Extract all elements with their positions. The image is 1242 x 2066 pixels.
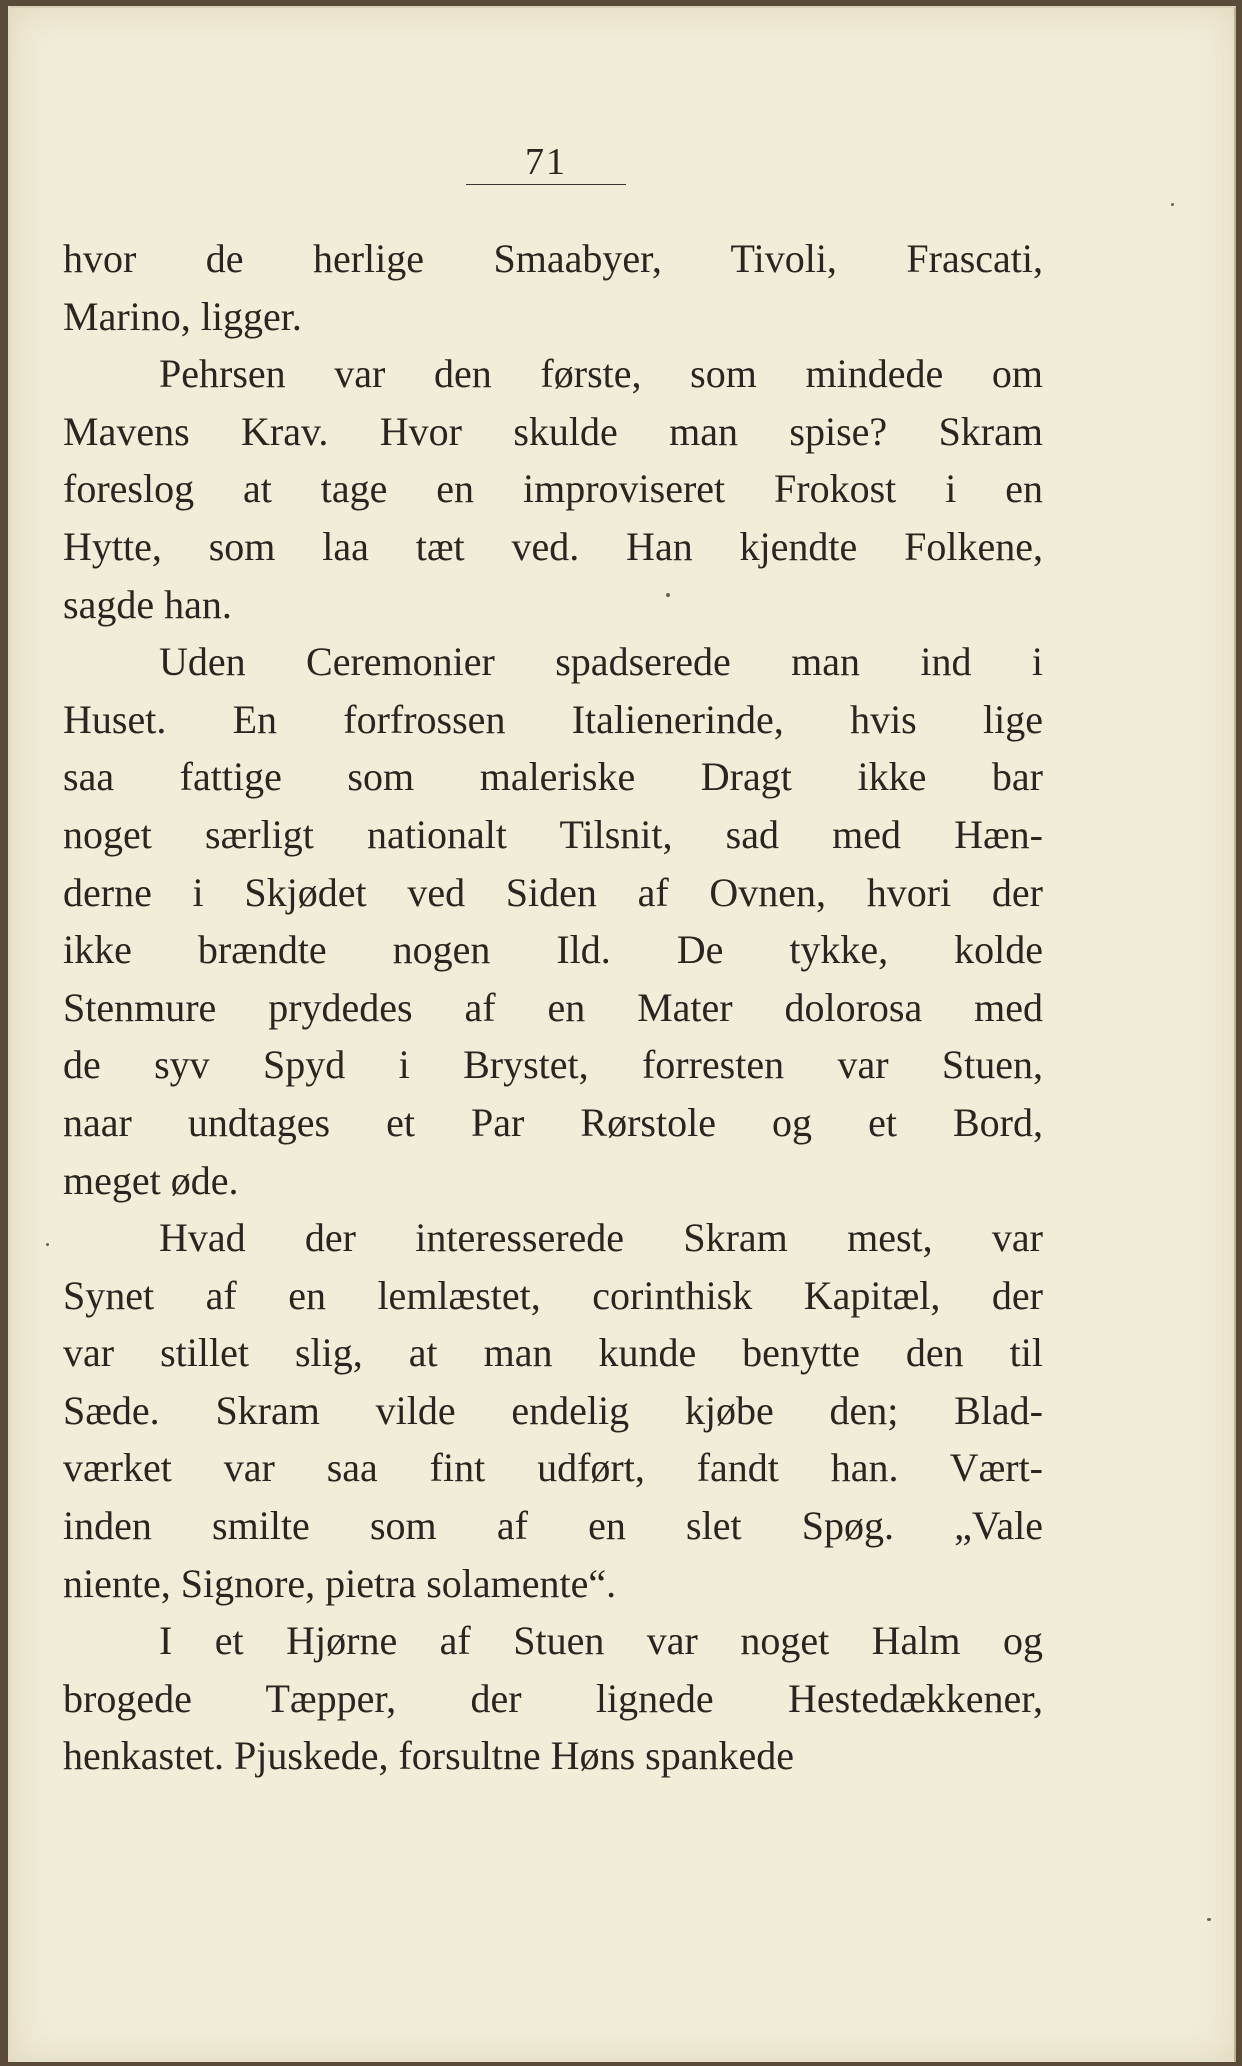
text-line: I et Hjørne af Stuen var noget Halm og bbox=[159, 1618, 1043, 1664]
text-line: foreslog at tage en improviseret Frokost i en bbox=[63, 466, 1043, 512]
text-line: Hvad der interesserede Skram mest, var bbox=[159, 1215, 1043, 1261]
paragraph bbox=[63, 230, 1043, 345]
page-header bbox=[466, 140, 626, 185]
text-line: var stillet slig, at man kunde benytte den til bbox=[63, 1330, 1043, 1376]
text-line: niente, Signore, pietra solamente“. bbox=[63, 1560, 617, 1606]
text-line: ikke brændte nogen Ild. De tykke, kolde bbox=[63, 927, 1043, 973]
text-line: sagde han. bbox=[63, 581, 232, 627]
text-line: Marino, ligger. bbox=[63, 293, 302, 339]
paragraph bbox=[63, 1209, 1043, 1612]
paper-speck bbox=[1207, 1918, 1211, 1921]
text-line: Huset. En forfrossen Italienerinde, hvis lige bbox=[63, 696, 1043, 742]
paper-speck bbox=[1171, 203, 1174, 206]
text-line: Uden Ceremonier spadserede man ind i bbox=[159, 639, 1043, 685]
paragraph bbox=[63, 345, 1043, 633]
text-line: hvor de herlige Smaabyer, Tivoli, Frascati, bbox=[63, 236, 1043, 281]
book-page bbox=[8, 6, 1236, 2062]
text-line: meget øde. bbox=[63, 1157, 239, 1203]
paragraph bbox=[63, 633, 1043, 1209]
text-line: de syv Spyd i Brystet, forresten var Stuen, bbox=[63, 1042, 1043, 1088]
text-line: saa fattige som maleriske Dragt ikke bar bbox=[63, 754, 1043, 800]
paper-speck bbox=[46, 1243, 49, 1246]
text-line: Stenmure prydedes af en Mater dolorosa med bbox=[63, 984, 1043, 1030]
page-number: 71 bbox=[525, 141, 567, 183]
body-text bbox=[63, 230, 1043, 1785]
text-line: værket var saa fint udført, fandt han. Vært- bbox=[63, 1445, 1043, 1491]
text-line: Sæde. Skram vilde endelig kjøbe den; Blad- bbox=[63, 1387, 1043, 1433]
header-rule bbox=[466, 184, 626, 185]
text-line: henkastet. Pjuskede, forsultne Høns spankede bbox=[63, 1733, 794, 1779]
text-line: Hytte, som laa tæt ved. Han kjendte Folkene, bbox=[63, 523, 1043, 569]
text-line: inden smilte som af en slet Spøg. „Vale bbox=[63, 1503, 1043, 1549]
text-line: derne i Skjødet ved Siden af Ovnen, hvori der bbox=[63, 869, 1043, 915]
paper-speck bbox=[666, 593, 670, 597]
text-line: Pehrsen var den første, som mindede om bbox=[159, 351, 1043, 397]
text-line: brogede Tæpper, der lignede Hestedækkener, bbox=[63, 1675, 1043, 1721]
text-line: naar undtages et Par Rørstole og et Bord, bbox=[63, 1099, 1043, 1145]
text-line: noget særligt nationalt Tilsnit, sad med Hæn- bbox=[63, 811, 1043, 857]
text-line: Mavens Krav. Hvor skulde man spise? Skram bbox=[63, 408, 1043, 454]
paragraph bbox=[63, 1612, 1043, 1785]
text-line: Synet af en lemlæstet, corinthisk Kapitæl, der bbox=[63, 1272, 1043, 1318]
